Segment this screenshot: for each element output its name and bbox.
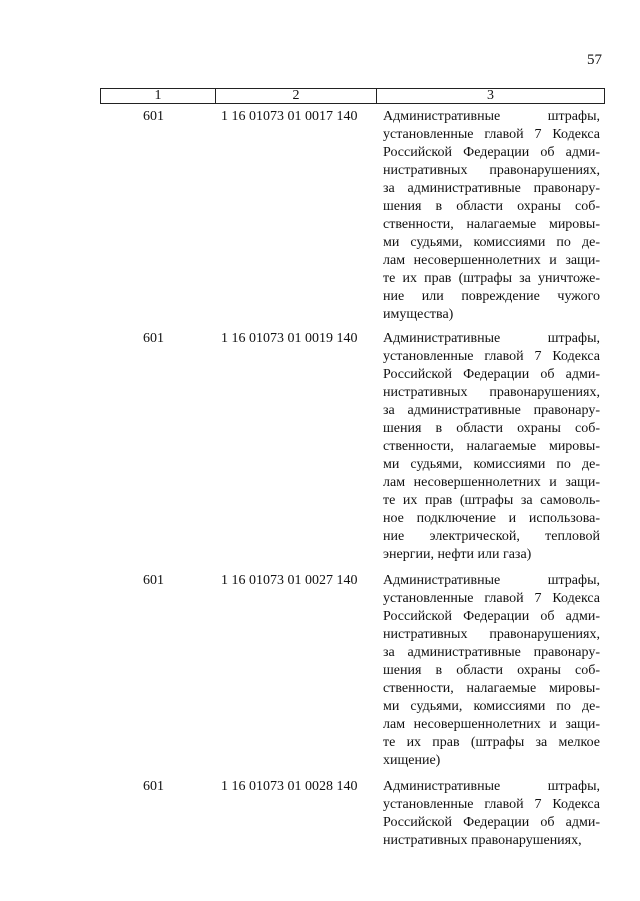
- description-line: нистративных правонарушениях,: [383, 385, 600, 400]
- description-line: энергии, нефти или газа): [383, 547, 532, 562]
- admin-code: 601: [143, 331, 164, 346]
- description-line: те их прав (штрафы за мелкое: [383, 735, 600, 750]
- budget-classification-code: 1 16 01073 01 0027 140: [221, 573, 358, 588]
- description-line: те их прав (штрафы за самоволь-: [383, 493, 600, 508]
- description-line: шения в области охраны соб-: [383, 199, 600, 214]
- column-header-table: [100, 88, 605, 104]
- description-line: Административные штрафы,: [383, 331, 600, 346]
- description-line: установленные главой 7 Кодекса: [383, 349, 600, 364]
- description: [383, 572, 600, 770]
- description-line: установленные главой 7 Кодекса: [383, 591, 600, 606]
- description-line: ние или повреждение чужого: [383, 289, 600, 304]
- description-line: ние электрической, тепловой: [383, 529, 600, 544]
- description-line: те их прав (штрафы за уничтоже-: [383, 271, 600, 286]
- description-line: установленные главой 7 Кодекса: [383, 127, 600, 142]
- description-line: нистративных правонарушениях,: [383, 627, 600, 642]
- description-line: за административные правонару-: [383, 645, 600, 660]
- admin-code: 601: [143, 109, 164, 124]
- description-line: лам несовершеннолетних и защи-: [383, 253, 600, 268]
- description-line: нистративных правонарушениях,: [383, 833, 582, 848]
- description-line: ственности, налагаемые мировы-: [383, 681, 600, 696]
- description: [383, 778, 600, 850]
- column-header-row: [101, 89, 605, 104]
- description-line: хищение): [383, 753, 441, 768]
- description: [383, 330, 600, 564]
- description-line: ственности, налагаемые мировы-: [383, 217, 600, 232]
- description: [383, 108, 600, 324]
- description-line: шения в области охраны соб-: [383, 421, 600, 436]
- admin-code: 601: [143, 779, 164, 794]
- budget-classification-code: 1 16 01073 01 0028 140: [221, 779, 358, 794]
- description-line: имущества): [383, 307, 454, 322]
- description-line: Административные штрафы,: [383, 779, 600, 794]
- budget-classification-code: 1 16 01073 01 0017 140: [221, 109, 358, 124]
- description-line: за административные правонару-: [383, 403, 600, 418]
- description-line: Российской Федерации об адми-: [383, 609, 600, 624]
- description-line: Российской Федерации об адми-: [383, 145, 600, 160]
- column-header-2: 2: [216, 89, 377, 104]
- column-header-1: 1: [101, 89, 216, 104]
- description-line: Российской Федерации об адми-: [383, 367, 600, 382]
- description-line: ми судьями, комиссиями по де-: [383, 699, 600, 714]
- description-line: лам несовершеннолетних и защи-: [383, 475, 600, 490]
- description-line: шения в области охраны соб-: [383, 663, 600, 678]
- admin-code: 601: [143, 573, 164, 588]
- description-line: ное подключение и использова-: [383, 511, 600, 526]
- description-line: лам несовершеннолетних и защи-: [383, 717, 600, 732]
- description-line: установленные главой 7 Кодекса: [383, 797, 600, 812]
- description-line: ми судьями, комиссиями по де-: [383, 235, 600, 250]
- description-line: ственности, налагаемые мировы-: [383, 439, 600, 454]
- description-line: Административные штрафы,: [383, 573, 600, 588]
- description-line: Российской Федерации об адми-: [383, 815, 600, 830]
- description-line: за административные правонару-: [383, 181, 600, 196]
- column-header-3: 3: [377, 89, 605, 104]
- budget-classification-code: 1 16 01073 01 0019 140: [221, 331, 358, 346]
- description-line: Административные штрафы,: [383, 109, 600, 124]
- page-number: 57: [587, 52, 602, 68]
- description-line: ми судьями, комиссиями по де-: [383, 457, 600, 472]
- description-line: нистративных правонарушениях,: [383, 163, 600, 178]
